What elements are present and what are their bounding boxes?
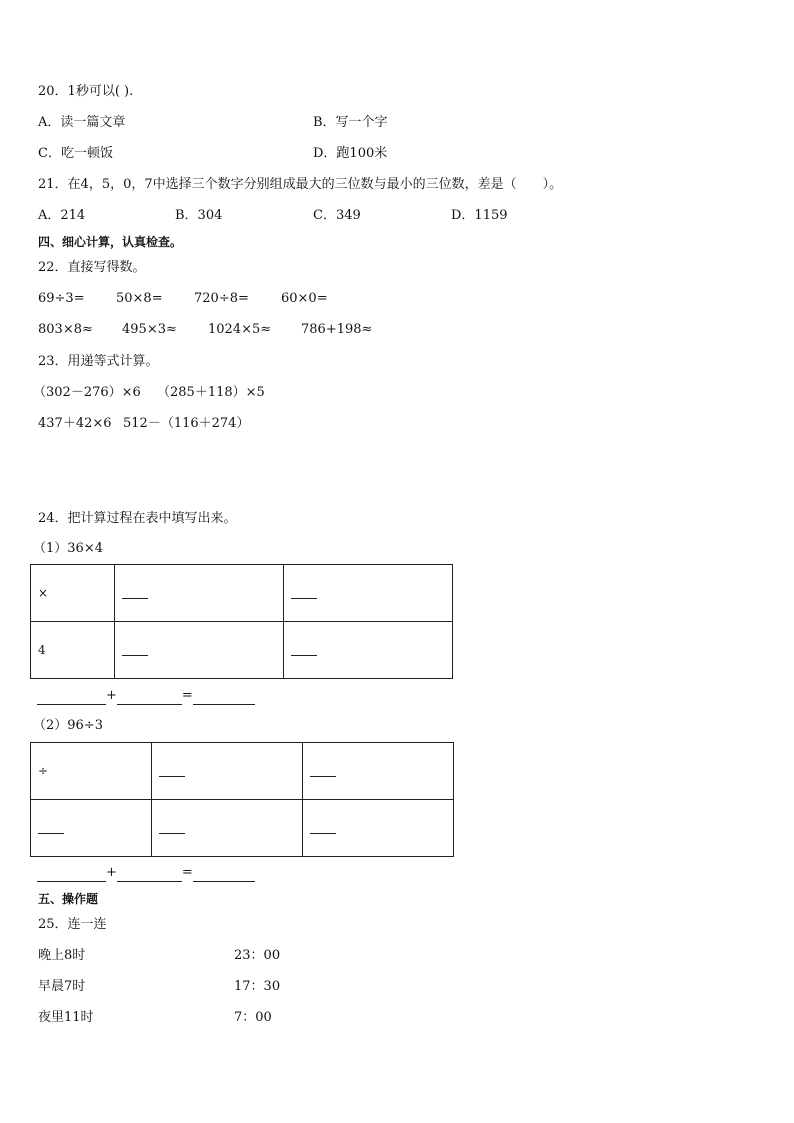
q20-stem: 20．1秒可以( ). bbox=[38, 84, 134, 99]
q23-item: 512－（116＋274） bbox=[123, 416, 250, 431]
blank-line bbox=[117, 867, 182, 882]
blank-line bbox=[117, 690, 182, 705]
blank-line bbox=[122, 645, 148, 656]
q21-stem: 21．在4，5，0，7中选择三个数字分别组成最大的三位数与最小的三位数，差是（ ）。 bbox=[38, 177, 563, 192]
q20-option-a[interactable]: A．读一篇文章 bbox=[38, 115, 126, 130]
q20-option-d[interactable]: D．跑100米 bbox=[313, 146, 388, 161]
plus-sign: + bbox=[106, 688, 117, 703]
section-4-heading: 四、细心计算，认真检查。 bbox=[38, 235, 183, 249]
answer-cell[interactable] bbox=[152, 800, 303, 857]
q25-right-item[interactable]: 17：30 bbox=[234, 979, 281, 994]
q20-option-c[interactable]: C．吃一顿饭 bbox=[38, 146, 113, 161]
q23-item: （285＋118）×5 bbox=[157, 385, 265, 400]
q22-item: 69÷3= bbox=[38, 291, 85, 306]
answer-cell[interactable] bbox=[152, 743, 303, 800]
q25-left-item[interactable]: 晚上8时 bbox=[38, 948, 86, 963]
q24-part1-sum-line[interactable] bbox=[37, 687, 255, 705]
blank-line bbox=[37, 867, 106, 882]
q25-stem: 25．连一连 bbox=[38, 917, 107, 932]
blank-line bbox=[38, 823, 64, 834]
answer-cell[interactable] bbox=[115, 622, 284, 679]
equals-sign: = bbox=[181, 688, 193, 703]
q23-item: 437＋42×6 bbox=[38, 416, 112, 431]
blank-line bbox=[310, 766, 336, 777]
blank-line bbox=[159, 766, 185, 777]
q24-stem: 24．把计算过程在表中填写出来。 bbox=[38, 511, 237, 526]
q23-stem: 23．用递等式计算。 bbox=[38, 354, 159, 369]
blank-line bbox=[291, 588, 317, 599]
blank-line bbox=[193, 867, 255, 882]
q24-part1-label: （1）36×4 bbox=[33, 541, 103, 556]
q25-left-item[interactable]: 早晨7时 bbox=[38, 979, 86, 994]
q22-item: 50×8= bbox=[116, 291, 163, 306]
q22-item: 495×3≈ bbox=[122, 322, 177, 337]
q25-right-item[interactable]: 7：00 bbox=[234, 1010, 272, 1025]
q25-right-item[interactable]: 23：00 bbox=[234, 948, 281, 963]
q22-item: 60×0= bbox=[281, 291, 328, 306]
blank-line bbox=[310, 823, 336, 834]
equals-sign: = bbox=[181, 865, 193, 880]
blank-line bbox=[159, 823, 185, 834]
answer-cell[interactable] bbox=[284, 565, 453, 622]
q21-option-c[interactable]: C．349 bbox=[313, 208, 361, 223]
q20-option-b[interactable]: B．写一个字 bbox=[313, 115, 388, 130]
q21-option-b[interactable]: B．304 bbox=[175, 208, 223, 223]
q22-item: 803×8≈ bbox=[38, 322, 93, 337]
blank-line bbox=[193, 690, 255, 705]
answer-cell[interactable] bbox=[303, 743, 454, 800]
q21-option-a[interactable]: A．214 bbox=[38, 208, 86, 223]
q21-option-d[interactable]: D．1159 bbox=[451, 208, 508, 223]
q24-part2-sum-line[interactable] bbox=[37, 864, 255, 882]
table-op-cell bbox=[31, 743, 152, 800]
answer-cell[interactable] bbox=[31, 800, 152, 857]
answer-cell[interactable] bbox=[303, 800, 454, 857]
multiplier-value: 4 bbox=[38, 643, 46, 657]
q22-stem: 22．直接写得数。 bbox=[38, 260, 146, 275]
q24-table-1 bbox=[30, 564, 453, 679]
blank-line bbox=[122, 588, 148, 599]
blank-line bbox=[37, 690, 106, 705]
table-head-cell bbox=[31, 622, 115, 679]
answer-cell[interactable] bbox=[115, 565, 284, 622]
answer-cell[interactable] bbox=[284, 622, 453, 679]
q22-item: 786+198≈ bbox=[301, 322, 373, 337]
blank-line bbox=[291, 645, 317, 656]
plus-sign: + bbox=[106, 865, 117, 880]
q24-part2-label: （2）96÷3 bbox=[33, 718, 103, 733]
divide-sign: ÷ bbox=[38, 764, 49, 778]
table-op-cell bbox=[31, 565, 115, 622]
multiply-sign: × bbox=[38, 586, 49, 600]
q22-item: 1024×5≈ bbox=[208, 322, 272, 337]
q23-item: （302－276）×6 bbox=[33, 385, 141, 400]
q22-item: 720÷8= bbox=[194, 291, 249, 306]
q24-table-2 bbox=[30, 742, 454, 857]
q25-left-item[interactable]: 夜里11时 bbox=[38, 1010, 94, 1025]
section-5-heading: 五、操作题 bbox=[38, 892, 99, 906]
